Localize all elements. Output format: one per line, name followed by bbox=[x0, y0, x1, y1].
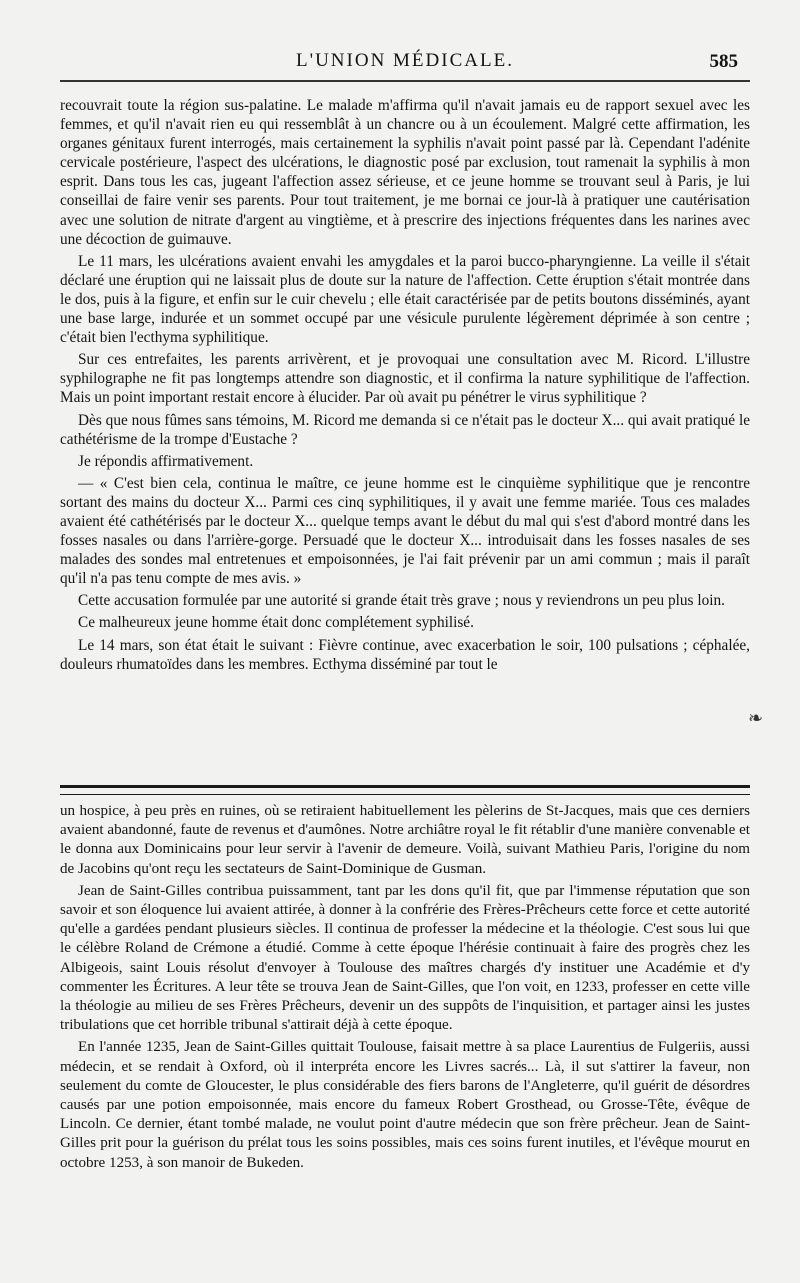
paragraph: Dès que nous fûmes sans témoins, M. Ricord me demanda si ce n'était pas le docteur X... qui avait pratiqué le cathétérisme de la trompe d'Eustache ? bbox=[60, 411, 750, 448]
paragraph: Ce malheureux jeune homme était donc complétement syphilisé. bbox=[78, 614, 474, 632]
paragraph: Cette accusation formulée par une autorité si grande était très grave ; nous y reviendrons un peu plus loin. bbox=[78, 592, 725, 610]
paragraph: Jean de Saint-Gilles contribua puissamment, tant par les dons qu'il fit, que par l'immense réputation que son savoir et son éloquence lui avaient attirée, à donner à la confrérie des Frères-Prêcheurs cette force et cette autorité qu'elle a gardées pendant plusieurs siècles. Il continua de professer la médecine et la théologie. C'est sous lui que le célèbre Roland de Crémone a étudié. Comme à cette époque l'hérésie continuait à faire des progrès chez les Albigeois, saint Louis résolut d'envoyer à Toulouse des maîtres chargés d'y instituer une Académie et d'y commenter les Écritures. A leur tête se trouva Jean de Saint-Gilles, que l'on voit, en 1233, professer en cette ville la théologie au milieu de ses Frères Prêcheurs, devenir un des suppôts de l'inquisition, et partager ainsi les justes tribulations que cet horrible tribunal s'attirait déjà à cette époque. bbox=[60, 882, 750, 1034]
paragraph: un hospice, à peu près en ruines, où se retiraient habituellement les pèlerins de St-Jacques, mais que ces derniers avaient abandonné, faute de revenus et d'aumônes. Notre archiâtre royal le fit rétablir d'une manière convenable et le donna aux Dominicains pour leur servir à l'avenir de demeure. Voilà, suivant Mathieu Paris, l'origine du nom de Jacobins qu'ont reçu les sectateurs de Saint-Dominique de Gusman. bbox=[60, 803, 750, 877]
paragraph: Le 14 mars, son état était le suivant : Fièvre continue, avec exacerbation le soir, 100 pulsations ; céphalée, douleurs rhumatoïdes dans les membres. Ecthyma disséminé par tout le bbox=[60, 636, 750, 673]
header-rule bbox=[60, 80, 750, 82]
printer-ornament-icon: ❧ bbox=[748, 708, 764, 729]
paragraph: recouvrait toute la région sus-palatine. Le malade m'affirma qu'il n'avait jamais eu de rapport sexuel avec les femmes, et qu'il n'avait rien eu qui ressemblât à un chancre ou à un écoulement. Malgré cette affirmation, les organes génitaux furent interrogés, mais certainement la syphilis n'avait point passé par là. Cependant l'adénite cervicale postérieure, l'aspect des ulcérations, le diagnostic posé par exclusion, tout ramenait la syphilis à mon esprit. Dans tous les cas, jugeant l'affection assez sérieuse, et ce jeune homme se trouvant seul à Paris, je lui conseillai de faire venir ses parents. Pour tout traitement, je me bornai ce jour-là à pratiquer une cautérisation avec une solution de nitrate d'argent au vingtième, et à prescrire des injections fréquentes dans les narines avec une décoction de guimauve. bbox=[60, 97, 750, 248]
paragraph: Le 11 mars, les ulcérations avaient envahi les amygdales et la paroi bucco-pharyngienne. La veille il s'était déclaré une éruption qui ne laissait plus de doute sur la nature de l'affection. Cette éruption s'était montrée dans le dos, puis à la figure, et enfin sur le cuir chevelu ; elle était caractérisée par de petits boutons disséminés, ayant une base large, indurée et un sommet occupé par une vésicule purulente légèrement déprimée à son centre ; c'était bien l'ecthyma syphilitique. bbox=[60, 252, 750, 347]
main-text bbox=[60, 96, 750, 674]
running-title: L'UNION MÉDICALE. bbox=[296, 50, 514, 71]
paragraph: — « C'est bien cela, continua le maître, ce jeune homme est le cinquième syphilitique que je rencontre sortant des mains du docteur X... Parmi ces cinq syphilitiques, il y avait une femme mariée. Tous ces malades avaient été cathétérisés par le docteur X... quelque temps avant le début du mal qui s'est d'abord montré dans les fosses nasales ou dans l'arrière-gorge. Persuadé que le docteur X... introduisait dans les fosses nasales de ses malades des sondes mal entretenues et empoisonnées, je l'ai fait prévenir par un ami commun ; mais il paraît qu'il n'a pas tenu compte de mes avis. » bbox=[60, 474, 750, 588]
page-number: 585 bbox=[709, 51, 738, 72]
page-header bbox=[60, 50, 750, 78]
paragraph: Je répondis affirmativement. bbox=[78, 452, 254, 470]
feuilleton-text bbox=[60, 802, 750, 1173]
section-divider bbox=[60, 785, 750, 795]
paragraph: Sur ces entrefaites, les parents arrivèrent, et je provoquai une consultation avec M. Ricord. L'illustre syphilographe ne fit pas longtemps attendre son diagnostic, et il confirma la nature syphilitique de l'affection. Mais un point important restait encore à élucider. Par où avait pu pénétrer le virus syphilitique ? bbox=[60, 351, 750, 407]
paragraph: En l'année 1235, Jean de Saint-Gilles quittait Toulouse, faisait mettre à sa place Laurentius de Fulgeriis, aussi médecin, et se rendait à Oxford, où il interpréta encore les Livres sacrés... Là, il sut s'attirer la faveur, non seulement du comte de Gloucester, le plus considérable des fiers barons de l'Angleterre, qu'il guérit de désordres causés par une potion empoisonnée, mais encore du fameux Robert Grosthead, ou Grosse-Tête, évêque de Lincoln. Ce dernier, étant tombé malade, ne voulut point d'autre médecin que son frère prêcheur. Jean de Saint-Gilles prit pour la guérison du prélat tous les soins possibles, mais ces soins furent inutiles, et l'évêque mourut en octobre 1253, à son manoir de Bukeden. bbox=[60, 1039, 750, 1171]
